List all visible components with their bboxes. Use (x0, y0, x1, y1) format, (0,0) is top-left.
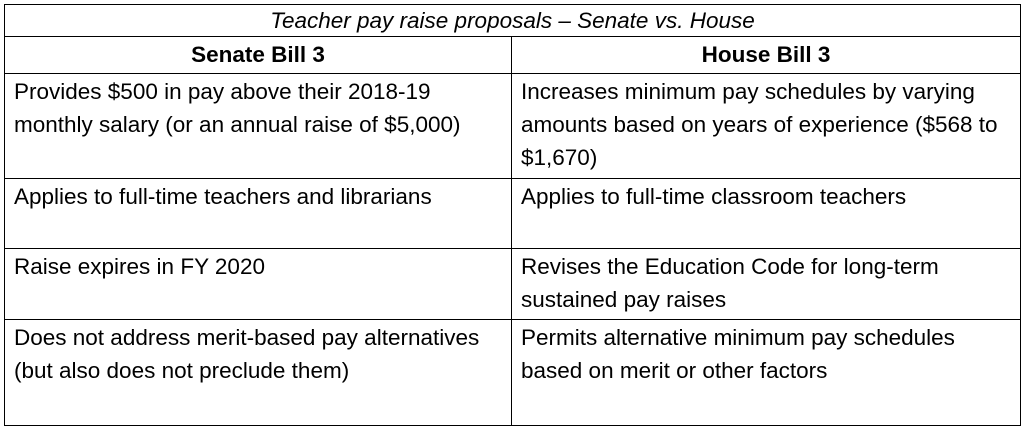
caption-row (5, 5, 1021, 37)
header-house-bill: House Bill 3 (512, 37, 1021, 74)
table-row (5, 249, 1021, 320)
table-row (5, 320, 1021, 426)
senate-cell: Raise expires in FY 2020 (5, 249, 512, 320)
house-cell: Revises the Education Code for long-term sustained pay raises (512, 249, 1021, 320)
comparison-table (4, 4, 1021, 426)
senate-cell: Provides $500 in pay above their 2018-19 monthly salary (or an annual raise of $5,000) (5, 74, 512, 179)
house-cell: Applies to full-time classroom teachers (512, 179, 1021, 249)
house-cell: Permits alternative minimum pay schedules based on merit or other factors (512, 320, 1021, 426)
table-caption: Teacher pay raise proposals – Senate vs. House (5, 5, 1021, 37)
senate-cell: Does not address merit-based pay alternatives (but also does not preclude them) (5, 320, 512, 426)
senate-cell: Applies to full-time teachers and librarians (5, 179, 512, 249)
house-cell: Increases minimum pay schedules by varying amounts based on years of experience ($568 to $1,670) (512, 74, 1021, 179)
table-row (5, 179, 1021, 249)
header-row (5, 37, 1021, 74)
table-row (5, 74, 1021, 179)
header-senate-bill: Senate Bill 3 (5, 37, 512, 74)
